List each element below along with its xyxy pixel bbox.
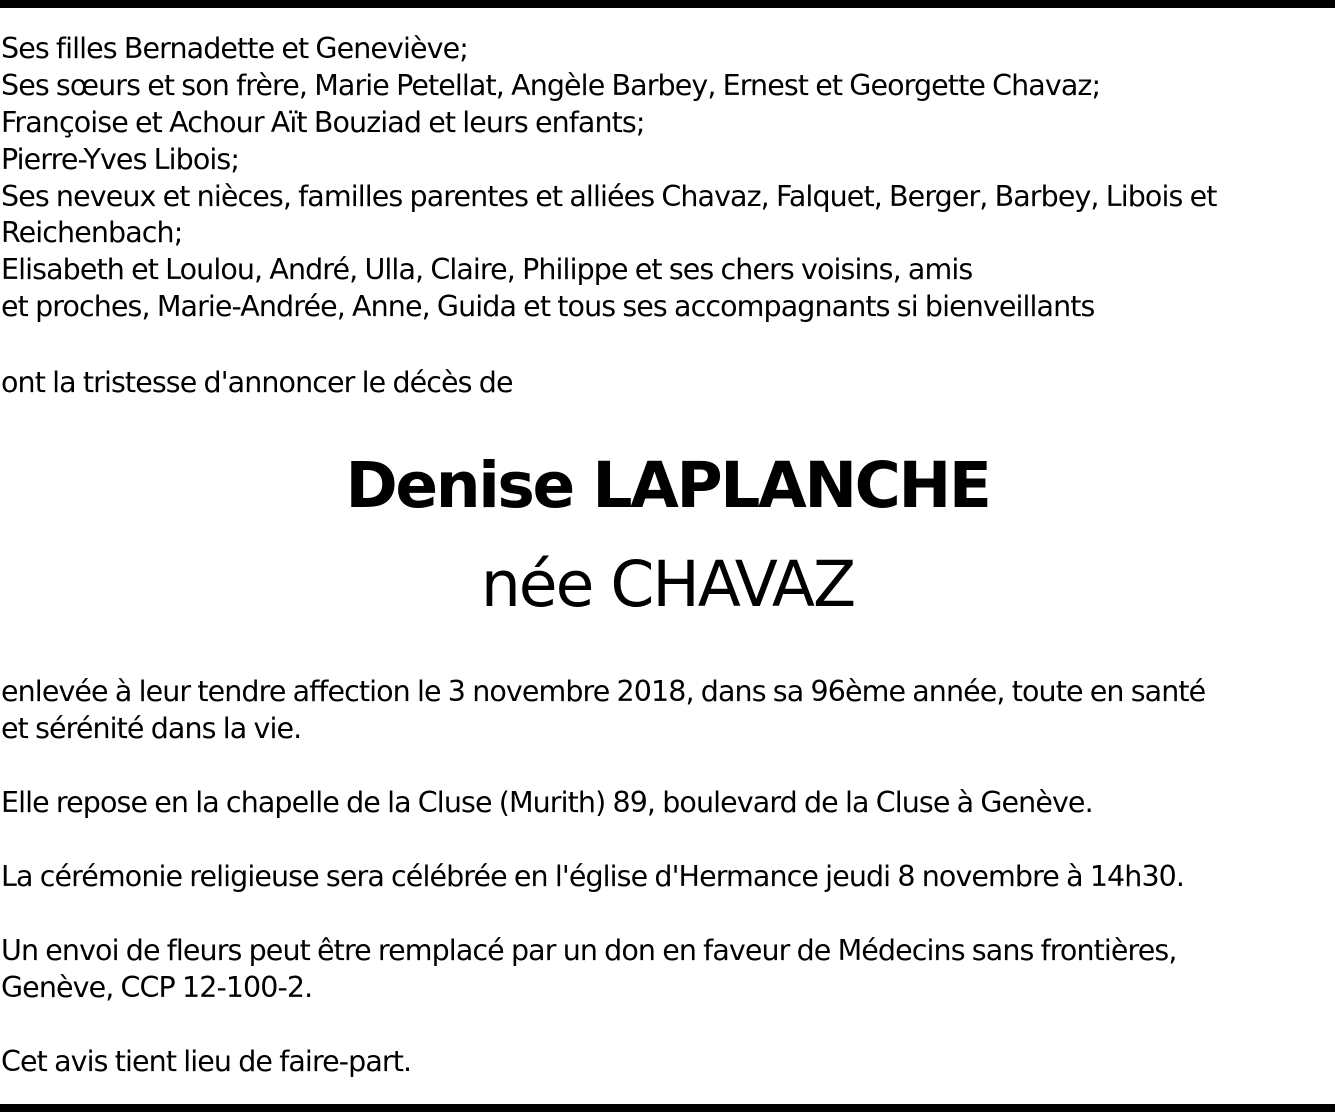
flowers-text xyxy=(1,933,1335,1007)
family-line: Ses neveux et nièces, familles parentes et alliées Chavaz, Falquet, Berger, Barbey, Libois et xyxy=(1,179,1217,213)
family-line: Françoise et Achour Aït Bouziad et leurs enfants; xyxy=(1,105,645,139)
family-list xyxy=(1,31,1335,326)
family-line: et proches, Marie-Andrée, Anne, Guida et tous ses accompagnants si bienveillants xyxy=(1,290,1095,324)
death-notice-line: et sérénité dans la vie. xyxy=(1,711,302,745)
family-line: Pierre-Yves Libois; xyxy=(1,142,240,176)
announcement-line: ont la tristesse d'annoncer le décès de xyxy=(1,366,513,399)
top-border-rule xyxy=(0,0,1335,8)
closing-line: Cet avis tient lieu de faire-part. xyxy=(1,1045,412,1078)
resting-place-line: Elle repose en la chapelle de la Cluse (Murith) 89, boulevard de la Cluse à Genève. xyxy=(1,786,1093,819)
death-notice xyxy=(1,674,1335,748)
closing-text xyxy=(1,1044,1335,1081)
announcement-text xyxy=(1,365,1335,402)
family-line: Reichenbach; xyxy=(1,216,183,250)
family-line: Ses filles Bernadette et Geneviève; xyxy=(1,32,468,65)
family-line: Ses sœurs et son frère, Marie Petellat, Angèle Barbey, Ernest et Georgette Chavaz; xyxy=(1,68,1101,102)
resting-place-text xyxy=(1,785,1335,822)
ceremony-line: La cérémonie religieuse sera célébrée en l'église d'Hermance jeudi 8 novembre à 14h30. xyxy=(1,860,1185,893)
deceased-maiden-name: née CHAVAZ xyxy=(480,548,855,621)
ceremony-text xyxy=(1,859,1335,896)
bottom-border-rule xyxy=(0,1104,1335,1112)
death-notice-line: enlevée à leur tendre affection le 3 novembre 2018, dans sa 96ème année, toute en santé xyxy=(1,675,1206,708)
flowers-line: Genève, CCP 12-100-2. xyxy=(1,970,313,1004)
flowers-line: Un envoi de fleurs peut être remplacé par un don en faveur de Médecins sans frontières, xyxy=(1,934,1177,967)
deceased-name: Denise LAPLANCHE xyxy=(345,449,990,522)
family-line: Elisabeth et Loulou, André, Ulla, Claire, Philippe et ses chers voisins, amis xyxy=(1,253,973,287)
